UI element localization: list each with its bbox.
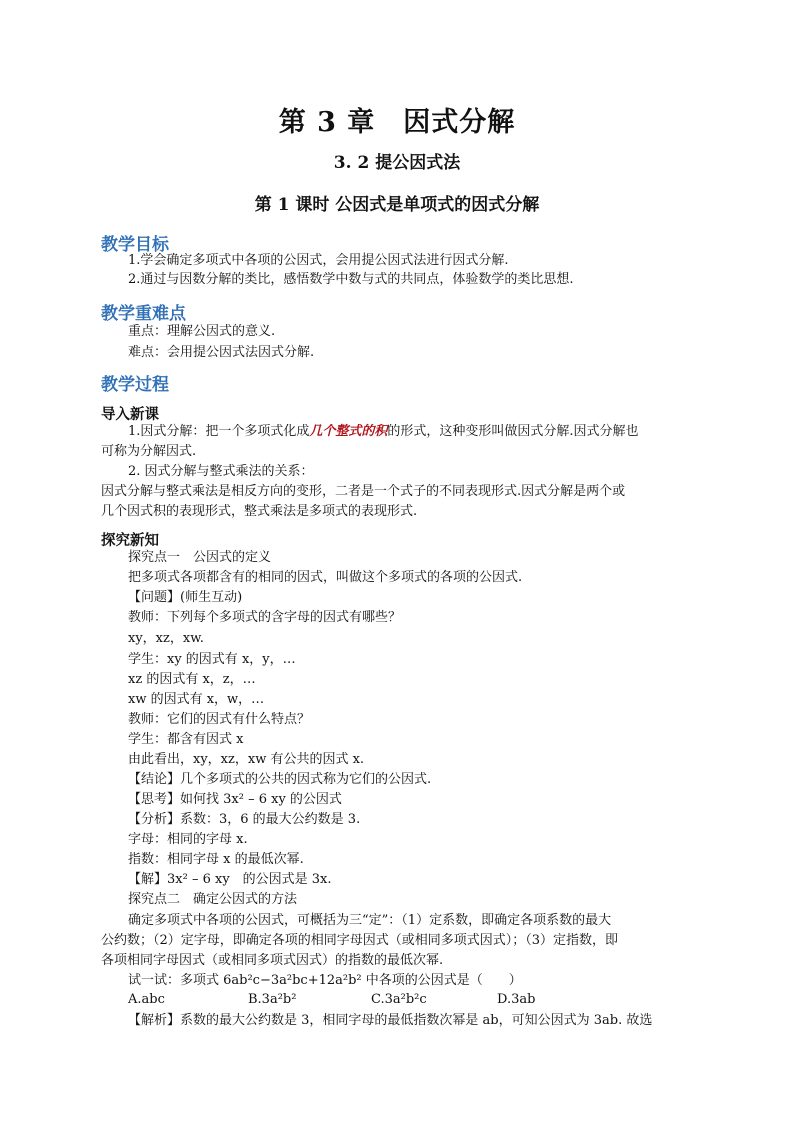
option-a: A.abc [128,992,165,1007]
explore-line: 指数：相同字母 x 的最低次幂. [128,852,304,867]
explore-line: 探究点一 公因式的定义 [128,550,272,565]
analysis-line: 【解析】系数的最大公约数是 3，相同字母的最低指数次幂是 ab，可知公因式为 3ab. 故选 [128,1013,653,1028]
intro-heading: 导入新课 [101,406,159,423]
lesson-title: 第 1 课时 公因式是单项式的因式分解 [254,195,540,215]
explore-line: 【思考】如何找 3x² – 6 xy 的公因式 [128,792,342,807]
explore-heading: 探究新知 [101,532,159,549]
method-line-2: 公约数；（2）定字母，即确定各项的相同字母因式（或相同多项式因式）；（3）定指数，即 [101,933,619,948]
method-line-3: 各项相同字母因式（或相同多项式因式）的指数的最低次幂. [101,953,444,968]
explore-line: 【分析】系数：3，6 的最大公约数是 3. [128,812,361,827]
highlight-text: 几个整式的积 [309,424,388,439]
explore-line: 【结论】几个多项式的公共的因式称为它们的公因式. [128,772,432,787]
explore-line: 【问题】(师生互动) [128,590,243,605]
option-b: B.3a²b² [248,992,297,1007]
keypoint-item-2: 难点：会用提公因式法因式分解. [128,345,315,360]
goal-item-1: 1.学会确定多项式中各项的公因式，会用提公因式法进行因式分解. [128,253,509,268]
chapter-title: 第 3 章 因式分解 [278,107,516,138]
option-c: C.3a²b²c [371,992,427,1007]
explore-line: 教师：它们的因式有什么特点？ [128,712,311,727]
explore-line: 由此看出，xy，xz，xw 有公共的因式 x. [128,752,365,767]
intro-paragraph-2: 2. 因式分解与整式乘法的关系： [128,464,314,479]
explore-line: xy，xz，xw. [128,631,204,646]
option-d: D.3ab [497,992,536,1007]
intro-paragraph-3a: 因式分解与整式乘法是相反方向的变形，二者是一个式子的不同表现形式.因式分解是两个或 [101,484,626,499]
explore-line: 【解】3x² – 6 xy 的公因式是 3x. [128,872,332,887]
section-title: 3. 2 提公因式法 [333,153,461,173]
intro-paragraph-1: 1.因式分解：把一个多项式化成几个整式的积的形式，这种变形叫做因式分解.因式分解也 [128,424,639,439]
explore-line: 字母：相同的字母 x. [128,832,248,847]
explore-line: 把多项式各项都含有的相同的因式，叫做这个多项式的各项的公因式. [128,570,523,585]
try-question: 试一试：多项式 6ab²c−3a²bc+12a²b² 中各项的公因式是（ ） [128,973,522,988]
method-line-1: 确定多项式中各项的公因式，可概括为三“定”：（1）定系数，即确定各项系数的最大 [128,913,612,928]
explore-line: 探究点二 确定公因式的方法 [128,892,298,907]
keypoint-item-1: 重点：理解公因式的意义. [128,324,276,339]
explore-line: xw 的因式有 x，w，… [128,692,265,707]
keypoints-heading: 教学重难点 [101,304,186,324]
intro-paragraph-3b: 几个因式积的表现形式，整式乘法是多项式的表现形式. [101,504,418,519]
goal-item-2: 2.通过与因数分解的类比，感悟数学中数与式的共同点，体验数学的类比思想. [128,272,574,287]
explore-line: xz 的因式有 x，z，… [128,672,256,687]
goals-heading: 教学目标 [101,235,169,255]
explore-line: 教师：下列每个多项式的含字母的因式有哪些？ [128,610,402,625]
process-heading: 教学过程 [101,375,169,395]
explore-line: 学生：都含有因式 x [128,732,244,747]
explore-line: 学生：xy 的因式有 x，y，… [128,652,296,667]
intro-paragraph-1-cont: 可称为分解因式. [101,444,197,459]
